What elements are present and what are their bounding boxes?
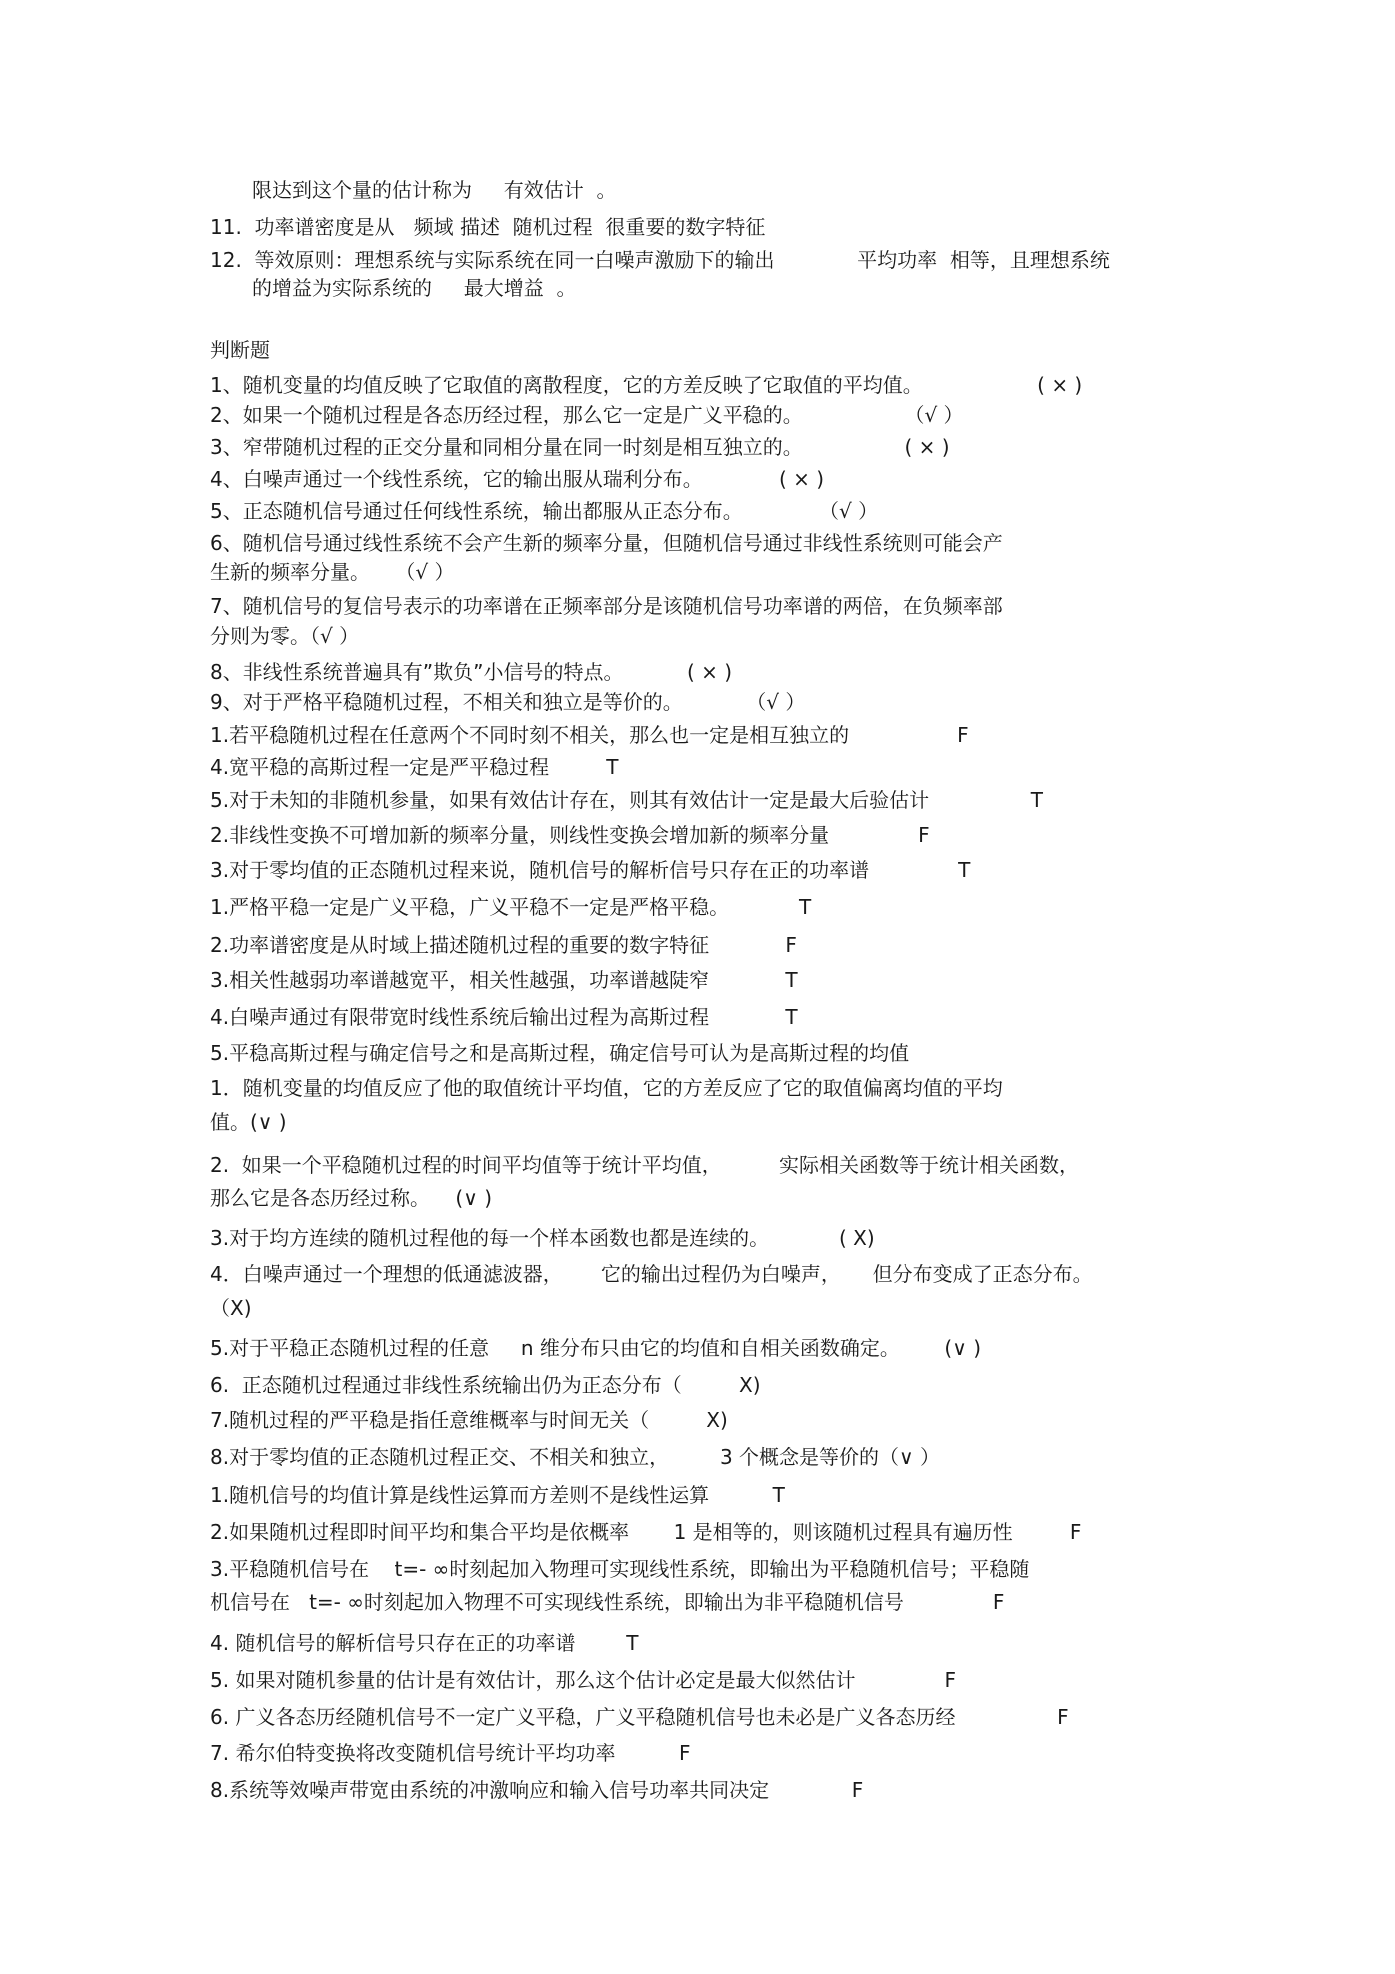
- fill-in-item-11: 11. 功率谱密度是从 频域 描述 随机过程 很重要的数字特征: [210, 215, 766, 239]
- list-item: 3.平稳随机信号在 t=- ∞时刻起加入物理可实现线性系统，即输出为平稳随机信号；平稳随: [210, 1557, 1030, 1581]
- fill-in-item-12: 12. 等效原则：理想系统与实际系统在同一白噪声激励下的输出 平均功率 相等，且理想系统: [210, 248, 1110, 272]
- list-item: （X): [210, 1296, 252, 1320]
- list-item: 5.对于未知的非随机参量，如果有效估计存在，则其有效估计一定是最大后验估计 T: [210, 788, 1044, 812]
- list-item: 1．随机变量的均值反应了他的取值统计平均值，它的方差反应了它的取值偏离均值的平均: [210, 1076, 1003, 1100]
- list-item: 4、白噪声通过一个线性系统，它的输出服从瑞利分布。 ( × ): [210, 467, 825, 491]
- list-item: 3.相关性越弱功率谱越宽平，相关性越强，功率谱越陡窄 T: [210, 968, 798, 992]
- list-item: 4.白噪声通过有限带宽时线性系统后输出过程为高斯过程 T: [210, 1005, 798, 1029]
- list-item: 8、非线性系统普遍具有”欺负”小信号的特点。 ( × ): [210, 660, 733, 684]
- list-item: 8.对于零均值的正态随机过程正交、不相关和独立， 3 个概念是等价的（∨ ）: [210, 1445, 941, 1469]
- list-item: 4. 随机信号的解析信号只存在正的功率谱 T: [210, 1631, 639, 1655]
- list-item: 7、随机信号的复信号表示的功率谱在正频率部分是该随机信号功率谱的两倍，在负频率部: [210, 594, 1003, 618]
- list-item: 1.严格平稳一定是广义平稳，广义平稳不一定是严格平稳。 T: [210, 895, 812, 919]
- list-item: 2.如果随机过程即时间平均和集合平均是依概率 1 是相等的，则该随机过程具有遍历性 F: [210, 1520, 1082, 1544]
- list-item: 3.对于零均值的正态随机过程来说，随机信号的解析信号只存在正的功率谱 T: [210, 858, 971, 882]
- list-item: 5.平稳高斯过程与确定信号之和是高斯过程，确定信号可认为是高斯过程的均值: [210, 1041, 910, 1065]
- list-item: 5、正态随机信号通过任何线性系统，输出都服从正态分布。 （√ ）: [210, 499, 879, 523]
- list-item: 6、随机信号通过线性系统不会产生新的频率分量，但随机信号通过非线性系统则可能会产: [210, 531, 1003, 555]
- list-item: 1.随机信号的均值计算是线性运算而方差则不是线性运算 T: [210, 1483, 785, 1507]
- list-item: 8.系统等效噪声带宽由系统的冲激响应和输入信号功率共同决定 F: [210, 1778, 864, 1802]
- list-item: 机信号在 t=- ∞时刻起加入物理不可实现线性系统，即输出为非平稳随机信号 F: [210, 1590, 1005, 1614]
- list-item: 2.功率谱密度是从时域上描述随机过程的重要的数字特征 F: [210, 933, 797, 957]
- list-item: 1.若平稳随机过程在任意两个不同时刻不相关，那么也一定是相互独立的 F: [210, 723, 969, 747]
- list-item: 4．白噪声通过一个理想的低通滤波器， 它的输出过程仍为白噪声， 但分布变成了正态分布。: [210, 1262, 1093, 1286]
- list-item: 2. 如果一个平稳随机过程的时间平均值等于统计平均值， 实际相关函数等于统计相关函数，: [210, 1153, 1080, 1177]
- list-item: 5.对于平稳正态随机过程的任意 n 维分布只由它的均值和自相关函数确定。 (∨ ): [210, 1336, 982, 1360]
- list-item: 那么它是各态历经过称。 (∨ ): [210, 1186, 493, 1210]
- list-item: 分则为零。（√ ）: [210, 624, 360, 648]
- fill-in-answer-line: 限达到这个量的估计称为 有效估计 。: [252, 178, 617, 202]
- list-item: 6. 正态随机过程通过非线性系统输出仍为正态分布（ X): [210, 1373, 761, 1397]
- list-item: 3、窄带随机过程的正交分量和同相分量在同一时刻是相互独立的。 ( × ): [210, 435, 950, 459]
- fill-in-item-12-continued: 的增益为实际系统的 最大增益 。: [252, 276, 577, 300]
- list-item: 生新的频率分量。 （√ ）: [210, 560, 455, 584]
- list-item: 3.对于均方连续的随机过程他的每一个样本函数也都是连续的。 ( X): [210, 1226, 875, 1250]
- section-heading: 判断题: [210, 338, 270, 362]
- list-item: 9、对于严格平稳随机过程，不相关和独立是等价的。 （√ ）: [210, 690, 806, 714]
- list-item: 4.宽平稳的高斯过程一定是严平稳过程 T: [210, 755, 619, 779]
- list-item: 2、如果一个随机过程是各态历经过程，那么它一定是广义平稳的。 （√ ）: [210, 403, 964, 427]
- list-item: 2.非线性变换不可增加新的频率分量，则线性变换会增加新的频率分量 F: [210, 823, 930, 847]
- list-item: 7.随机过程的严平稳是指任意维概率与时间无关（ X): [210, 1408, 728, 1432]
- list-item: 1、随机变量的均值反映了它取值的离散程度，它的方差反映了它取值的平均值。 ( × ): [210, 373, 1083, 397]
- list-item: 值。(∨ ): [210, 1110, 287, 1134]
- list-item: 5. 如果对随机参量的估计是有效估计，那么这个估计必定是最大似然估计 F: [210, 1668, 956, 1692]
- list-item: 6. 广义各态历经随机信号不一定广义平稳，广义平稳随机信号也未必是广义各态历经 F: [210, 1705, 1069, 1729]
- list-item: 7. 希尔伯特变换将改变随机信号统计平均功率 F: [210, 1741, 691, 1765]
